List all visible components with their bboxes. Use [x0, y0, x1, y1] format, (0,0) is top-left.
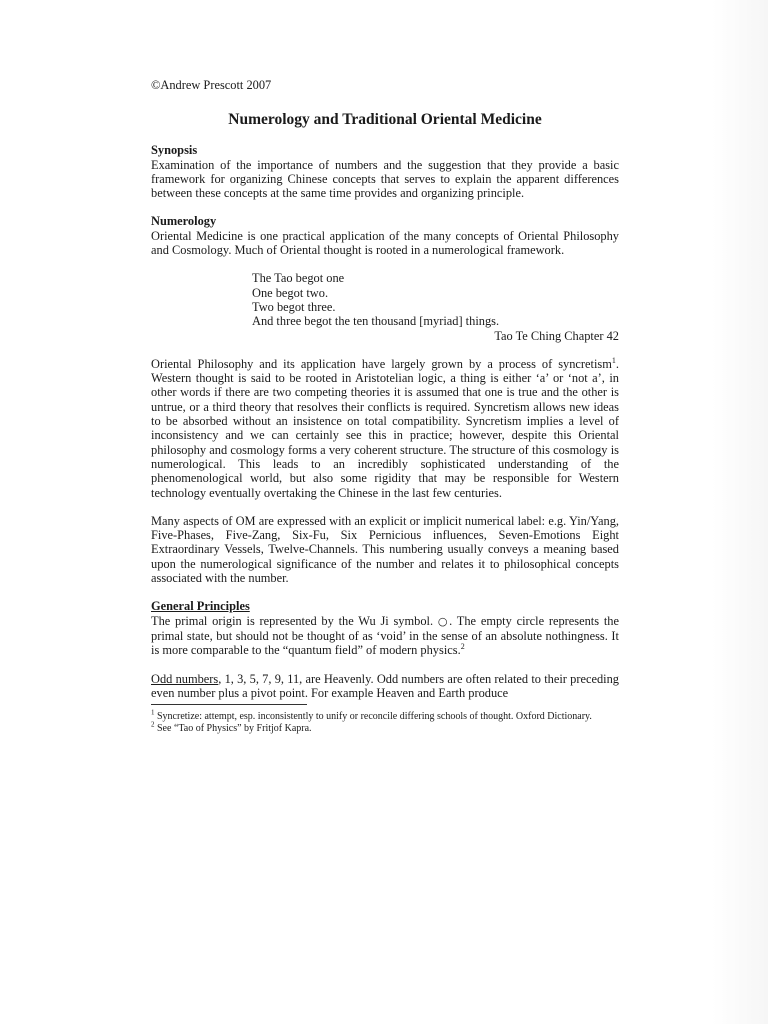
quote-line: The Tao begot one — [252, 271, 345, 286]
synopsis-heading: Synopsis — [151, 143, 198, 158]
syncretism-paragraph — [151, 357, 619, 500]
primal-origin-rest: . The empty circle represents the primal state, but should not be thought of as ‘void’ in the sense of an absolute nothingness. It is more comparable to the “quantum field” of modern physics. — [151, 613, 619, 658]
odd-numbers-paragraph — [151, 672, 619, 701]
tao-quote — [151, 271, 619, 342]
page-edge-shading — [712, 0, 768, 1024]
syncretism-lead: Oriental Philosophy and its application have largely grown by a process of syncretism — [151, 356, 612, 371]
numerology-intro: Oriental Medicine is one practical application of the many concepts of Oriental Philosophy and Cosmology. Much of Oriental thought is rooted in a numerological framework. — [151, 228, 619, 258]
quote-line: And three begot the ten thousand [myriad] things. — [252, 314, 500, 329]
footnote-text: See “Tao of Physics” by Fritjof Kapra. — [157, 722, 312, 734]
footnotes — [151, 708, 619, 734]
footnote-1 — [151, 708, 619, 723]
odd-numbers-rest: , 1, 3, 5, 7, 9, 11, are Heavenly. Odd numbers are often related to their preceding even number plus a pivot point. For example Heaven and Earth produce — [151, 671, 619, 700]
synopsis-text: Examination of the importance of numbers and the suggestion that they provide a basic framework for organizing Chinese concepts that serves to explain the apparent differences between these concepts at the same time provides and organizing principle. — [151, 157, 619, 201]
quote-source: Tao Te Ching Chapter 42 — [494, 328, 619, 343]
general-principles-heading: General Principles — [151, 599, 250, 614]
numerical-labels-paragraph: Many aspects of OM are expressed with an explicit or implicit numerical label: e.g. Yin/Yang, Five-Phases, Five-Zang, Six-Fu, Six Pernicious influences, Seven-Emotions Eight Extraordinary Vessels, Twelve-Channels. This numbering usually conveys a meaning based upon the numerological significance of the number and relates it to philosophical concepts associated with the number. — [151, 513, 619, 586]
primal-origin-lead: The primal origin is represented by the Wu Ji symbol. — [151, 613, 434, 628]
wu-ji-circle-icon: ○ — [437, 614, 450, 628]
page-content — [151, 78, 619, 735]
footnote-ref-1: 1 — [611, 355, 616, 365]
quote-line: One begot two. — [252, 285, 329, 300]
footnote-number: 1 — [151, 708, 155, 717]
odd-numbers-term: Odd numbers — [151, 671, 219, 686]
footnote-text: Syncretize: attempt, esp. inconsistently to unify or reconcile differing schools of thought. Oxford Dictionary. — [157, 711, 592, 723]
document-title: Numerology and Traditional Oriental Medicine — [228, 111, 542, 129]
numerology-heading: Numerology — [151, 214, 217, 229]
copyright-line: ©Andrew Prescott 2007 — [151, 78, 272, 92]
footnote-2 — [151, 720, 619, 735]
quote-line: Two begot three. — [252, 299, 336, 314]
footnote-divider — [151, 704, 307, 705]
footnote-ref-2: 2 — [460, 642, 465, 652]
primal-origin-paragraph — [151, 614, 619, 658]
footnote-number: 2 — [151, 720, 155, 729]
syncretism-rest: . Western thought is said to be rooted in Aristotelian logic, a thing is either ‘a’ or ‘not a’, in other words if there are two competing theories it is assumed that one is true and the other is untrue, or a third theory that resolves their conflicts is required. Syncretism allows new ideas to be absorbed without an insistence on total compatibility. Syncretism implies a level of inconsistency and we can certainly see this in practice; however, despite this Oriental philosophy and cosmology forms a very coherent structure. The structure of this cosmology is numerological. This leads to an incredibly sophisticated understanding of the phenomenological world, but also some rigidity that may be responsible for Western technology eventually overtaking the Chinese in the last few centuries. — [151, 356, 619, 500]
